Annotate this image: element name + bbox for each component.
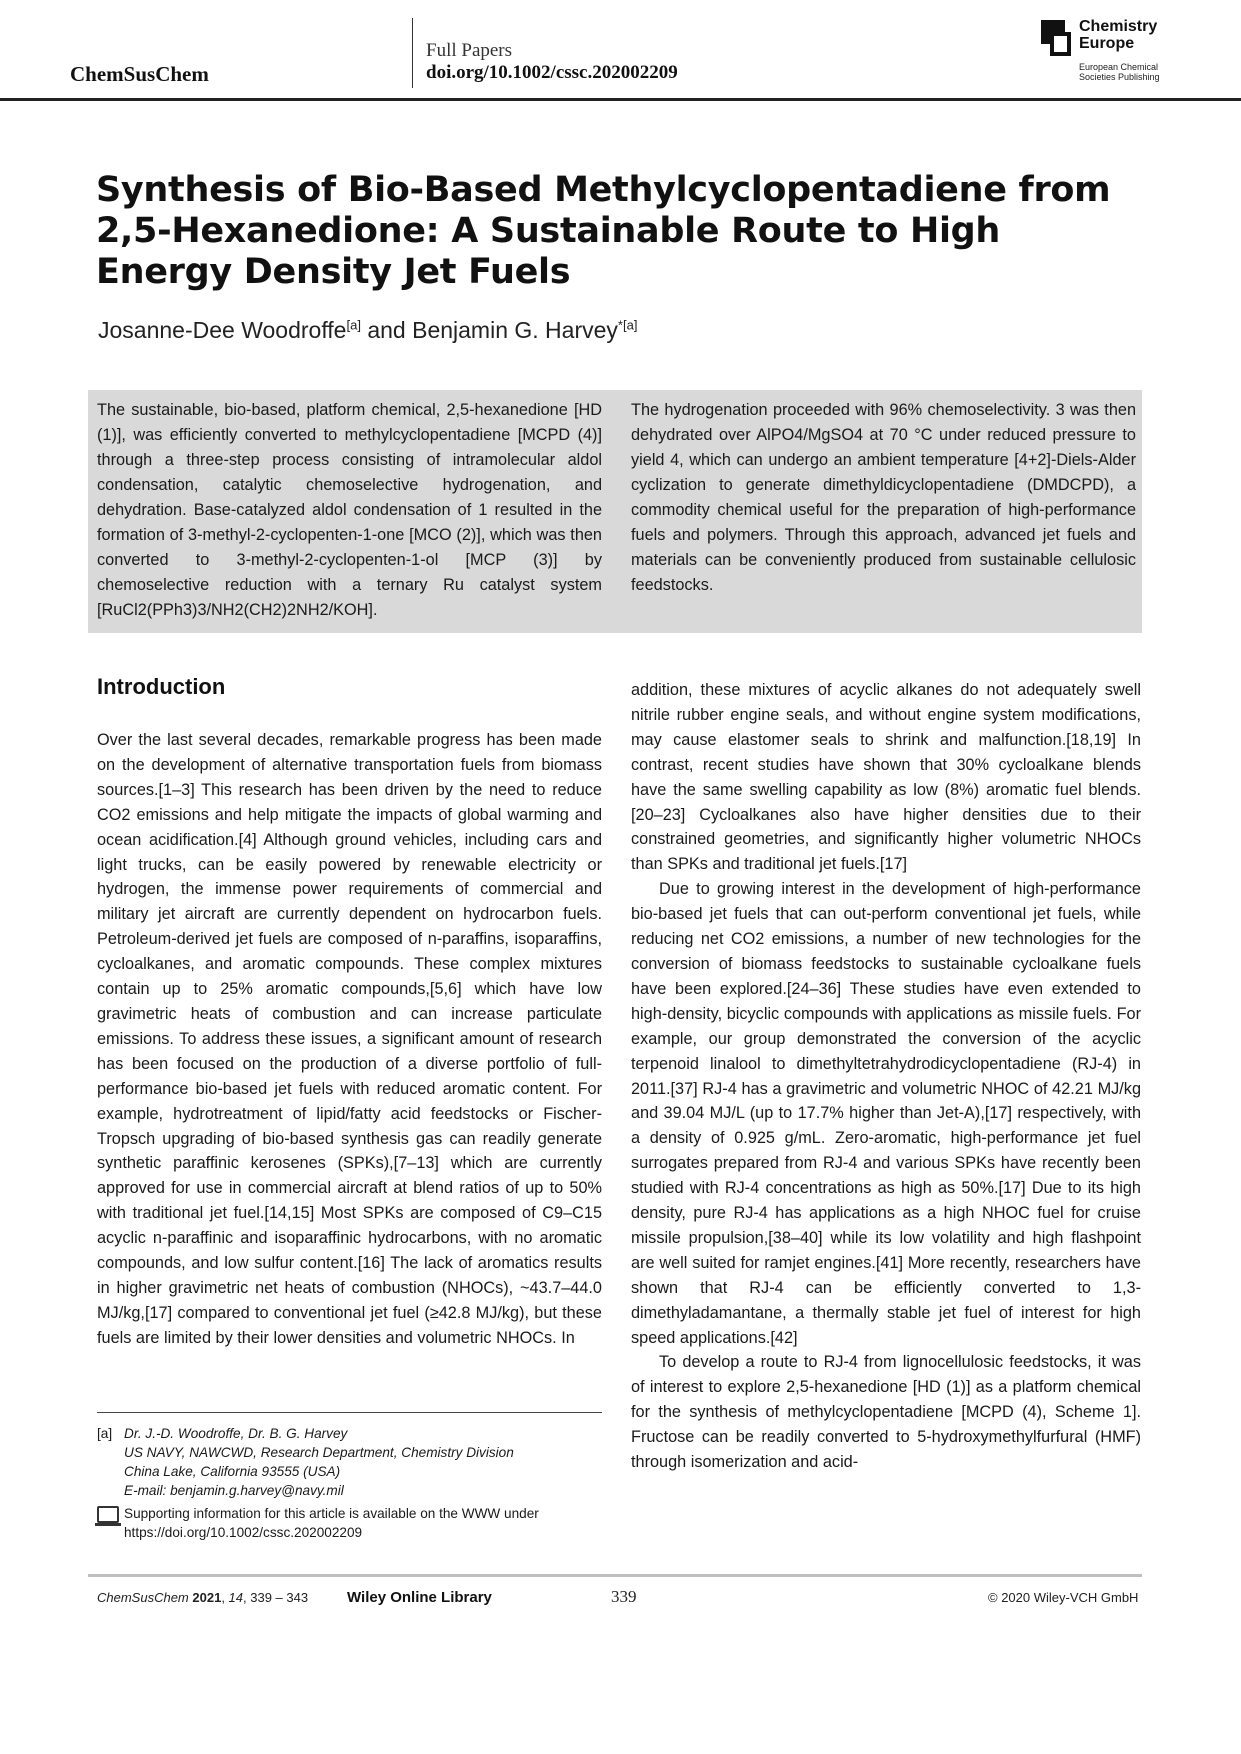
- abstract-box: [88, 390, 1142, 633]
- journal-name[interactable]: ChemSusChem: [70, 62, 209, 86]
- body-paragraph: To develop a route to RJ-4 from lignocellulosic feedstocks, it was of interest to explore 2,5-hexanedione [HD (1)] as a platform chemical for the synthesis of methylcyclopentadiene [MCPD (4), Scheme 1]. Fructose can be readily converted to 5-hydroxymethylfurfural (HMF) through isomerization and acid-: [631, 1353, 1141, 1472]
- article-title: Synthesis of Bio-Based Methylcyclopentadiene from 2,5-Hexanedione: A Sustainable Route to High Energy Density Jet Fuels: [96, 170, 1111, 292]
- publisher-name: Chemistry Europe: [1079, 18, 1158, 52]
- footnote-organization: US NAVY, NAWCWD, Research Department, Chemistry Division: [124, 1445, 514, 1460]
- abstract-left-column: The sustainable, bio-based, platform chemical, 2,5-hexanedione [HD (1)], was efficiently converted to methylcyclopentadiene [MCPD (4)] through a three-step process consisting of intramolecular aldol condensation, catalytic chemoselective hydrogenation, and dehydration. Base-catalyzed aldol condensation of 1 resulted in the formation of 3-methyl-2-cyclopenten-1-one [MCO (2)], which was then converted to 3-methyl-2-cyclopenten-1-ol [MCP (3)] by chemoselective reduction with a ternary Ru catalyst system [RuCl2(PPh3)3/NH2(CH2)2NH2/KOH].: [97, 401, 602, 619]
- header-rule: [0, 98, 1241, 101]
- body-left-column: [97, 728, 602, 1351]
- footnote-email[interactable]: E-mail: benjamin.g.harvey@navy.mil: [124, 1483, 344, 1498]
- author-affiliation: *[a]: [617, 317, 638, 333]
- header-divider: [412, 18, 413, 88]
- footer-pages: 339 – 343: [250, 1590, 309, 1605]
- chemistry-europe-logo-icon: [1041, 20, 1071, 56]
- abstract-right-column: The hydrogenation proceeded with 96% chemoselectivity. 3 was then dehydrated over AlPO4/MgSO4 at 70 °C under reduced pressure to yield 4, which can undergo an ambient temperature [4+2]-Diels-Alder cyclization to generate dimethyldicyclopentadiene (DMDCPD), a commodity chemical useful for the preparation of high-performance fuels and polymers. Through this approach, advanced jet fuels and materials can be conveniently produced from sustainable cellulosic feedstocks.: [631, 401, 1136, 594]
- page-number: 339: [611, 1587, 637, 1606]
- body-paragraph: addition, these mixtures of acyclic alkanes do not adequately swell nitrile rubber engine seals, and without engine system modifications, may cause elastomer seals to shrink and malfunction.[18,19] In contrast, recent studies have shown that 30% cycloalkane blends have the same swelling capability as low (8%) aromatic fuel blends.[20–23] Cycloalkanes also have higher densities due to their constrained geometries, and significantly higher volumetric NHOCs than SPKs and traditional jet fuels.[17]: [631, 681, 1141, 874]
- footnote-rule: [97, 1412, 602, 1413]
- section-heading-introduction: Introduction: [97, 674, 226, 699]
- footer-copyright: © 2020 Wiley-VCH GmbH: [988, 1590, 1139, 1605]
- computer-icon: [97, 1506, 119, 1523]
- footer-rule: [88, 1574, 1142, 1577]
- body-right-column: [631, 678, 1141, 1475]
- page-header: [0, 0, 1241, 100]
- wiley-online-library-link[interactable]: Wiley Online Library: [347, 1589, 492, 1606]
- footnote-city: China Lake, California 93555 (USA): [124, 1464, 341, 1479]
- footnote-names: Dr. J.-D. Woodroffe, Dr. B. G. Harvey: [124, 1426, 348, 1441]
- doi-link[interactable]: doi.org/10.1002/cssc.202002209: [426, 62, 678, 83]
- publisher-subtitle: European Chemical Societies Publishing: [1079, 62, 1160, 82]
- publisher-logo[interactable]: [1041, 18, 1191, 82]
- author-list: [98, 317, 637, 344]
- footer-volume: 14: [228, 1590, 244, 1605]
- supporting-info-note: [97, 1504, 602, 1542]
- supporting-info-text[interactable]: Supporting information for this article is available on the WWW under https://doi.org/10.1002/cssc.202002209: [124, 1506, 539, 1540]
- footnote-label: [a]: [97, 1426, 113, 1441]
- author-affiliation: [a]: [346, 317, 361, 333]
- section-type: Full Papers: [426, 40, 513, 61]
- affiliation-footnote: [97, 1424, 602, 1500]
- footer-citation: ChemSusChem 2021, 14, 339 – 343: [97, 1590, 309, 1605]
- author-name[interactable]: Benjamin G. Harvey: [412, 317, 618, 343]
- footer-year: 2021: [192, 1590, 222, 1605]
- author-conjunction: and: [360, 317, 413, 343]
- body-paragraph: Over the last several decades, remarkable progress has been made on the development of alternative transportation fuels from biomass sources.[1–3] This research has been driven by the need to reduce CO2 emissions and help mitigate the impacts of global warming and ocean acidification.[4] Although ground vehicles, including cars and light trucks, can be easily powered by renewable electricity or hydrogen, the immense power requirements of commercial and military jet aircraft are currently dependent on hydrocarbon fuels. Petroleum-derived jet fuels are composed of n-paraffins, isoparaffins, cycloalkanes, and aromatic compounds. These complex mixtures contain up to 25% aromatic compounds,[5,6] which have low gravimetric heats of combustion and can increase particulate emissions. To address these issues, a significant amount of research has been focused on the production of a diverse portfolio of full-performance bio-based jet fuels with reduced aromatic content. For example, hydrotreatment of lipid/fatty acid feedstocks or Fischer-Tropsch upgrading of bio-based synthesis gas can readily generate synthetic paraffinic kerosenes (SPKs),[7–13] which are currently approved for use in commercial aircraft at blend ratios of up to 50% with traditional jet fuel.[14,15] Most SPKs are composed of C9–C15 acyclic n-paraffinic and isoparaffinic hydrocarbons, with no aromatic compounds, and low sulfur content.[16] The lack of aromatics results in higher gravimetric net heats of combustion (NHOCs), ~43.7–44.0 MJ/kg,[17] compared to conventional jet fuel (≥42.8 MJ/kg), but these fuels are limited by their lower densities and volumetric NHOCs. In: [97, 731, 602, 1347]
- body-paragraph: Due to growing interest in the development of high-performance bio-based jet fuels that can out-perform conventional jet fuels, while reducing net CO2 emissions, a number of new technologies for the conversion of biomass feedstocks to sustainable cycloalkane fuels have been explored.[24–36] These studies have even extended to high-density, bicyclic compounds with applications as missile fuels. For example, our group demonstrated the conversion of the acyclic terpenoid linalool to dimethyltetrahydrodicyclopentadiene (RJ-4) in 2011.[37] RJ-4 has a gravimetric and volumetric NHOC of 42.21 MJ/kg and 39.04 MJ/L (up to 17.7% higher than Jet-A),[17] respectively, with a density of 0.925 g/mL. Zero-aromatic, high-performance jet fuel surrogates prepared from RJ-4 and various SPKs have recently been studied with RJ-4 concentrations as high as 50%.[17] Due to its high density, pure RJ-4 has applications as a high NHOC fuel for cruise missile propulsion,[38–40] while its low volatility and high flashpoint are well suited for ramjet engines.[41] More recently, researchers have shown that RJ-4 can be efficiently converted to 1,3-dimethyladamantane, a thermally stable jet fuel of interest for high speed applications.[42]: [631, 880, 1141, 1347]
- author-name[interactable]: Josanne-Dee Woodroffe: [98, 317, 347, 343]
- footer-journal: ChemSusChem: [97, 1590, 189, 1605]
